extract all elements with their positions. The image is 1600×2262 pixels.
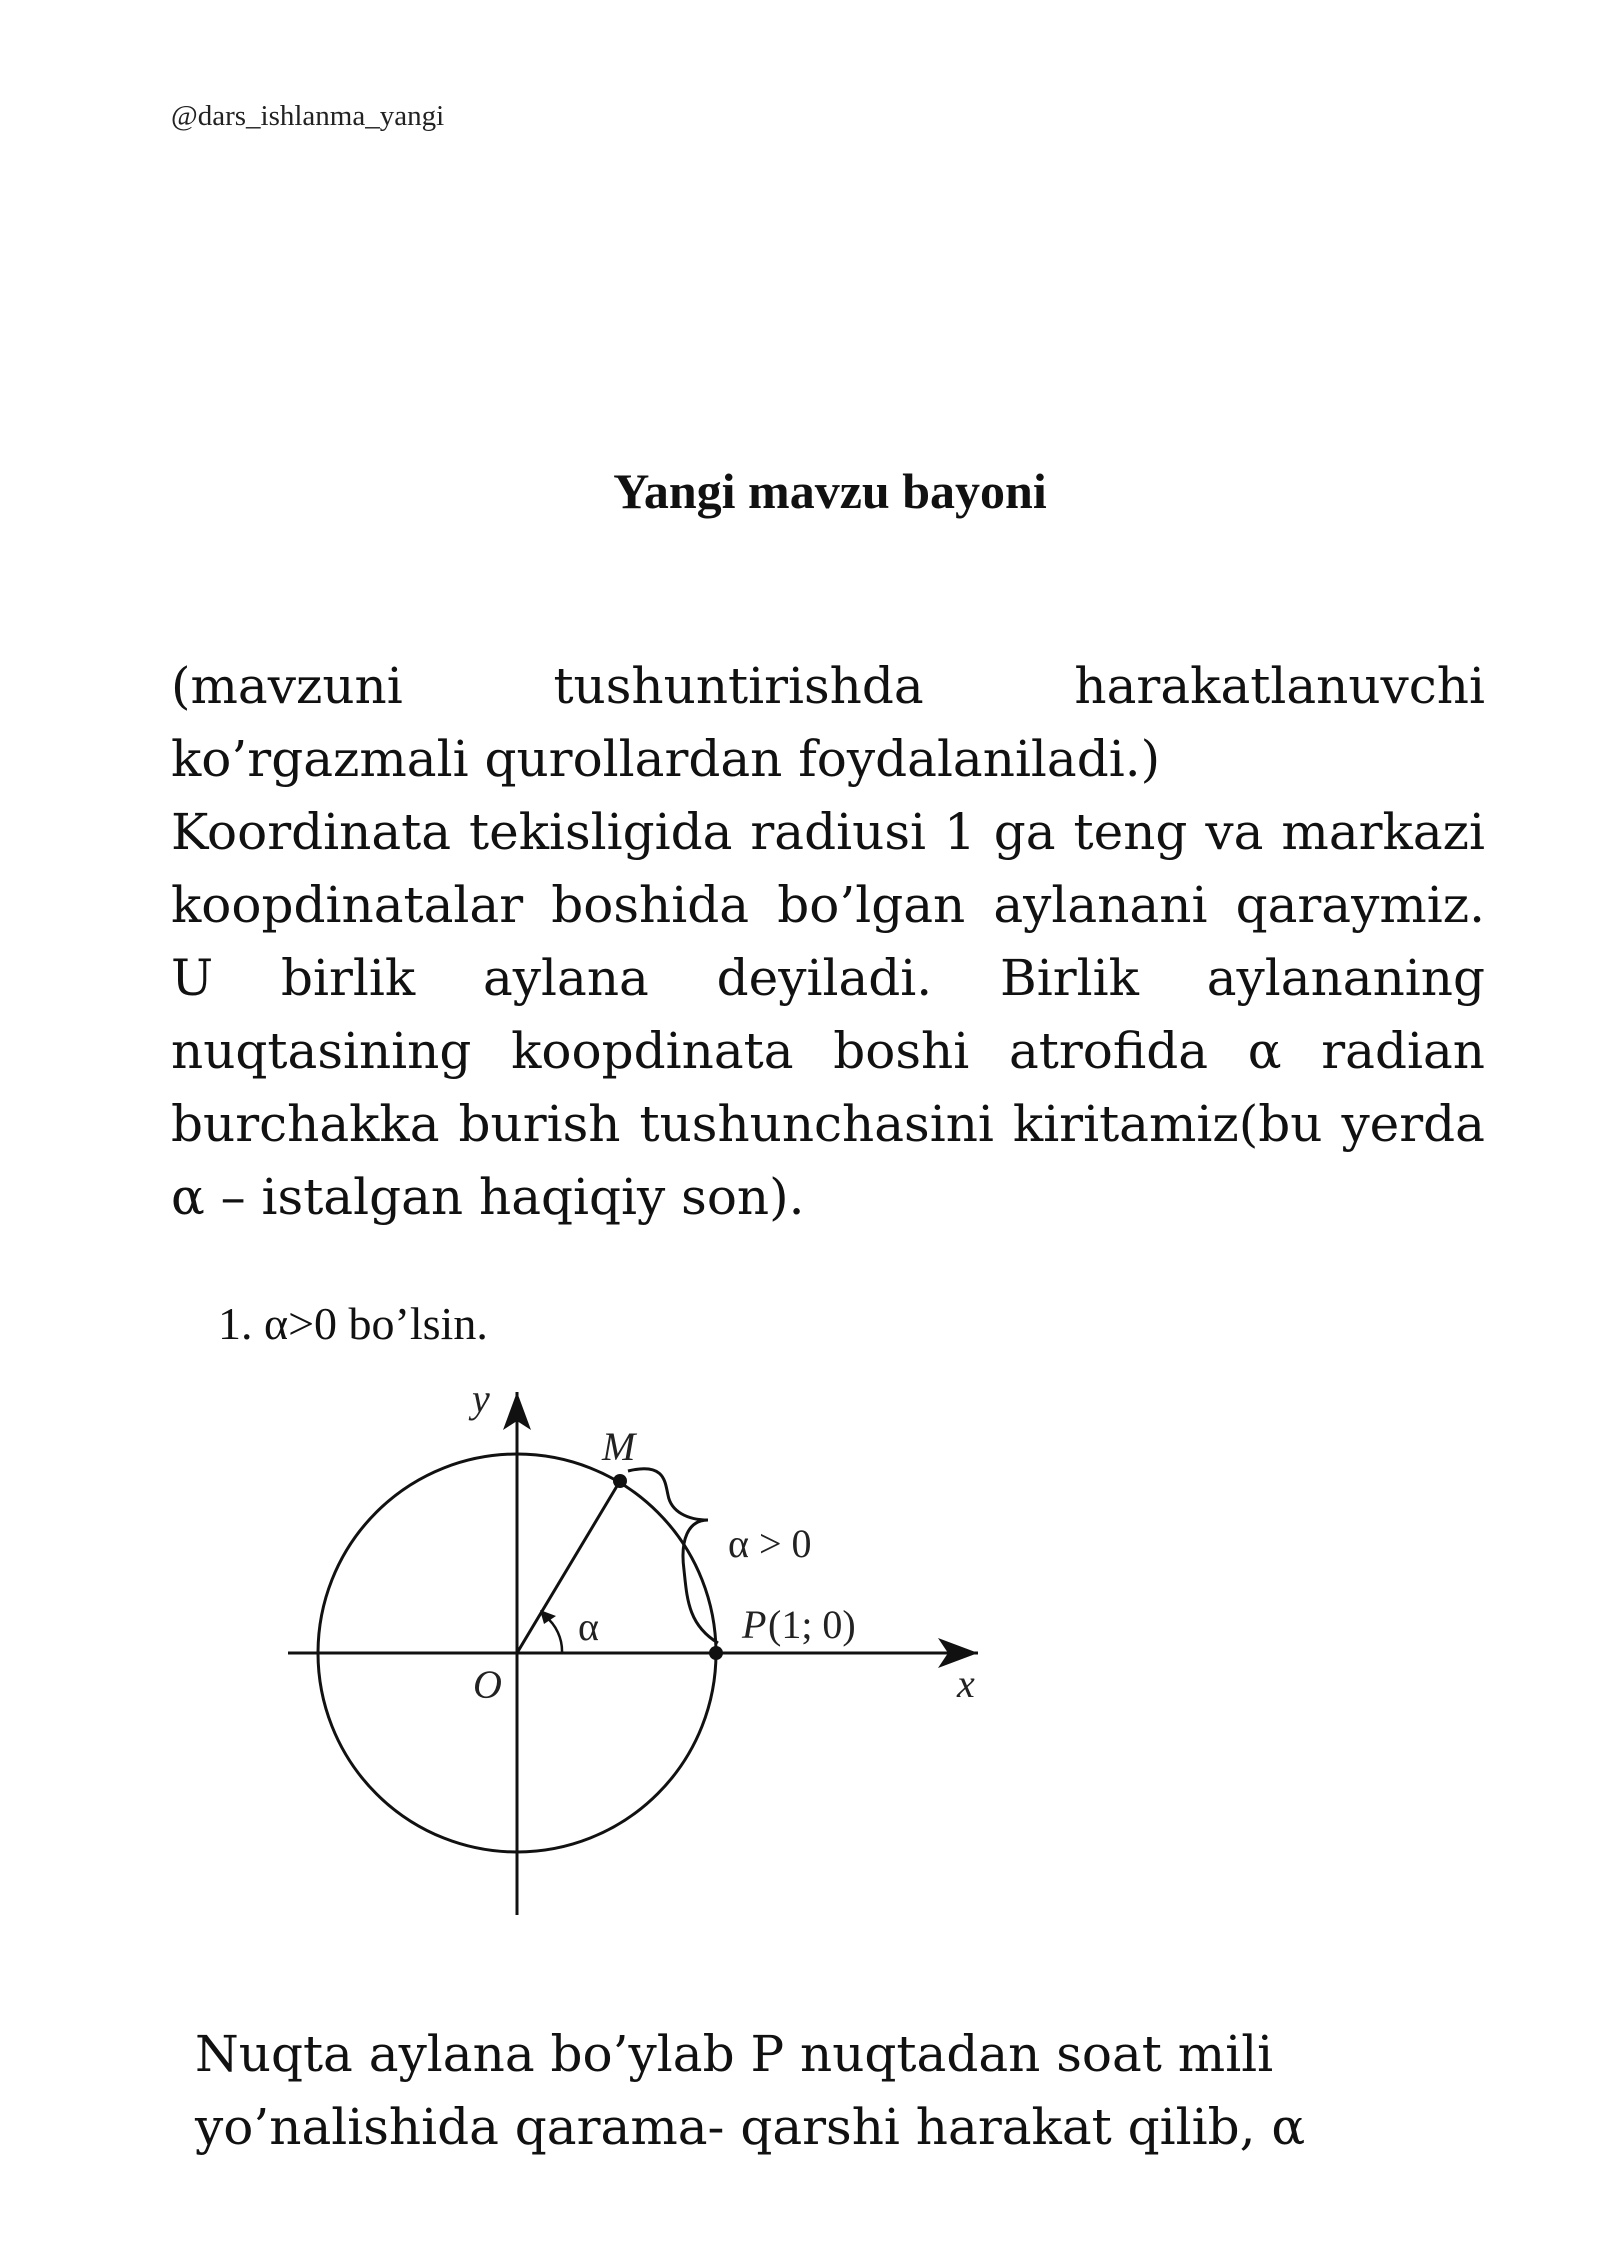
origin-label: O (473, 1662, 502, 1707)
closing-line-2: yo’nalishida qarama- qarshi harakat qilib, α (195, 2098, 1306, 2156)
point-p-label: P (742, 1602, 767, 1647)
intro-text (171, 650, 1485, 1234)
angle-label: α (578, 1604, 599, 1649)
point-m (613, 1474, 627, 1488)
arc-condition-label: α > 0 (728, 1521, 812, 1566)
point-p-coords: (1; 0) (768, 1602, 856, 1647)
y-axis-label: y (472, 1376, 490, 1421)
intro-note: (mavzuni tushuntirishda harakatlanuvchi ko’rgazmali qurollardan foydalaniladi.) (171, 657, 1485, 788)
watermark: @dars_ishlanma_yangi (171, 100, 445, 132)
list-item: 1. α>0 bo’lsin. (218, 1298, 488, 1349)
unit-circle-figure (210, 1370, 1000, 1950)
radius-om (517, 1481, 620, 1653)
section-heading: Yangi mavzu bayoni (613, 463, 1047, 519)
closing-text (195, 2018, 1395, 2164)
point-p (709, 1646, 723, 1660)
point-m-label: M (602, 1424, 636, 1469)
intro-body: Koordinata tekisligida radiusi 1 ga teng va markazi koopdinatalar boshida bo’lgan aylanani qaraymiz. U birlik aylana deyiladi. Birlik aylananing nuqtasining koopdinata boshi atrofida α radian burchakka burish tushunchasini kiritamiz(bu yerda α – istalgan haqiqiy son). (171, 803, 1485, 1226)
arc-brace (628, 1469, 718, 1643)
closing-line-1: Nuqta aylana bo’ylab P nuqtadan soat mili (195, 2025, 1274, 2083)
angle-arc-arrow-icon (540, 1610, 556, 1624)
unit-circle-diagram (210, 1370, 1000, 1950)
x-axis-label: x (957, 1661, 975, 1706)
